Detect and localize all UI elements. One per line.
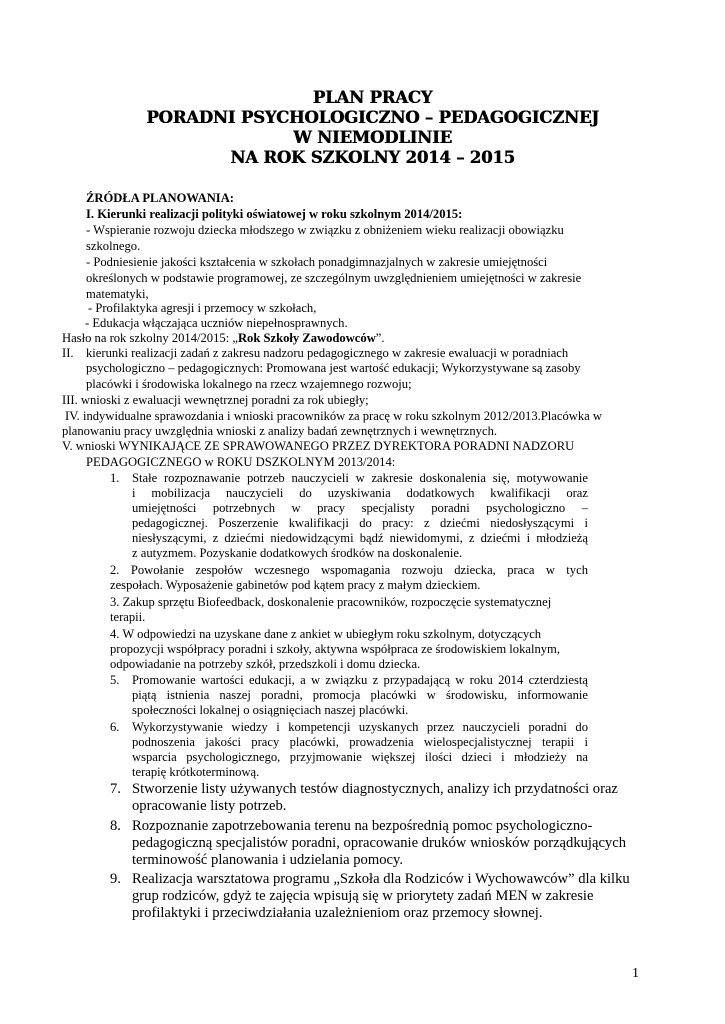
page-number: 1 [632, 966, 639, 981]
item-8-number: 8. [110, 818, 121, 834]
item-1-line-4: pedagogicznej. Poszerzenie kwalifikacji do pracy: z dziećmi niedosłyszącymi i [132, 516, 588, 530]
section-v-line-1: V. wnioski WYNIKAJĄCE ZE SPRAWOWANEGO PRZEZ DYREKTORA PORADNI NADZORU [62, 439, 575, 453]
section-iv-line-1: IV. indywidualne sprawozdania i wnioski pracowników za pracę w roku szkolnym 2012/2013.Placówka w [65, 409, 602, 423]
item-5-line-3: społeczności lokalnej o osiągnięciach naszej placówki. [132, 703, 409, 717]
item-8-line-2: pedagogiczną specjalistów poradni, opracowanie druków wniosków porządkujących [132, 835, 626, 851]
item-4-line-2: propozycji współpracy poradni i szkoły, aktywna współpraca ze środowiskiem lokalnym, [110, 642, 560, 656]
item-5-number: 5. [110, 673, 120, 687]
bullet-1-line-2: szkolnego. [86, 239, 141, 253]
item-9-number: 9. [110, 871, 121, 887]
section-iv-line-2: planowaniu pracy uwzględnia wnioski z analizy badań zewnętrznych i wewnętrznych. [62, 424, 498, 438]
title-line-3: W NIEMODLINIE [293, 128, 452, 147]
item-7-line-2: opracowanie listy potrzeb. [132, 798, 287, 814]
bullet-2-line-3: matematyki, [86, 287, 149, 301]
item-1-line-6: z autyzmem. Pozyskanie dodatkowych środków na doskonalenie. [132, 546, 463, 560]
section-v-line-2: PEDAGOGICZNEGO w ROKU DSZKOLNYM 2013/2014: [86, 455, 396, 469]
item-7-number: 7. [110, 781, 121, 797]
item-3-line-1: 3. Zakup sprzętu Biofeedback, doskonalenie pracowników, rozpoczęcie systematycznej [110, 595, 552, 609]
item-2-line-1: 2. Powołanie zespołów wczesnego wspomagania rozwoju dziecka, praca w tych [110, 563, 588, 577]
item-9-line-1: Realizacja warsztatowa programu „Szkoła dla Rodziców i Wychowawców” dla kilku [132, 871, 630, 887]
motto-suffix: ”. [375, 331, 385, 345]
motto-prefix: Hasło na rok szkolny 2014/2015: „ [62, 331, 238, 345]
title-line-4: NA ROK SZKOLNY 2014 – 2015 [230, 148, 515, 167]
bullet-1-line-1: - Wspieranie rozwoju dziecka młodszego w związku z obniżeniem wieku realizacji obowiązku [86, 223, 564, 237]
item-6-line-2: podnoszenia jakości pracy placówki, prowadzenia wielospecjalistycznej terapii i [132, 735, 588, 749]
document-title [60, 88, 685, 168]
section-ii-line-1: kierunki realizacji zadań z zakresu nadzoru pedagogicznego w zakresie ewaluacji w poradniach [86, 346, 569, 360]
bullet-2-line-1: - Podniesienie jakości kształcenia w szkołach ponadgimnazjalnych w zakresie umiejętności [86, 255, 548, 269]
item-3-line-2: terapii. [110, 610, 146, 624]
item-1-line-1: Stałe rozpoznawanie potrzeb nauczycieli w zakresie doskonalenia się, motywowanie [132, 471, 588, 485]
motto-bold: Rok Szkoły Zawodowców [237, 331, 376, 345]
item-5-line-1: Promowanie wartości edukacji, a w związku z przypadającą w roku 2014 czterdziestą [132, 673, 588, 687]
item-1-line-2: i mobilizacja nauczycieli do uzyskiwania dodatkowych kwalifikacji oraz [132, 486, 588, 500]
bullet-4: - Edukacja włączająca uczniów niepełnosprawnych. [85, 316, 348, 330]
motto [62, 331, 385, 346]
item-7-line-1: Stworzenie listy używanych testów diagnostycznych, analizy ich przydatności oraz [132, 781, 618, 797]
item-4-line-3: odpowiadanie na potrzeby szkół, przedszkoli i domu dziecka. [110, 657, 421, 671]
section-ii-line-3: placówki i środowiska lokalnego na rzecz wzajemnego rozwoju; [86, 377, 412, 391]
item-9-line-3: profilaktyki i przeciwdziałania uzależnieniom oraz przemocy słownej. [132, 905, 543, 921]
title-line-2: PORADNI PSYCHOLOGICZNO – PEDAGOGICZNEJ [146, 108, 599, 127]
item-6-line-3: wsparcia psychologicznego, przyjmowanie większej ilości dzieci i młodzieży na [132, 750, 588, 764]
item-8-line-1: Rozpoznanie zapotrzebowania terenu na bezpośrednią pomoc psychologiczno- [132, 818, 593, 834]
section-ii-number: II. [62, 346, 74, 360]
title-line-1: PLAN PRACY [312, 88, 433, 107]
item-9-line-2: grup rodziców, gdyż te zajęcia wpisują się w priorytety zadań MEN w zakresie [132, 888, 594, 904]
sources-heading: ŹRÓDŁA PLANOWANIA: [86, 191, 234, 205]
item-2-line-2: zespołach. Wyposażenie gabinetów pod kątem pracy z małym dzieckiem. [110, 578, 481, 592]
bullet-2-line-2: określonych w podstawie programowej, ze szczególnym uwzględnieniem umiejętności w zakresie [86, 271, 582, 285]
item-1-line-3: umiejętności potrzebnych w pracy specjalisty poradni psychologiczno – [132, 501, 588, 515]
item-4-line-1: 4. W odpowiedzi na uzyskane dane z ankiet w ubiegłym roku szkolnym, dotyczących [110, 627, 542, 641]
bullet-3: - Profilaktyka agresji i przemocy w szkołach, [88, 301, 317, 315]
item-6-line-1: Wykorzystywanie wiedzy i kompetencji uzyskanych przez nauczycieli poradni do [132, 720, 588, 734]
item-1-line-5: niesłyszącymi, z dziećmi niedowidzącymi bądź niewidomymi, z dziećmi i młodzieżą [132, 531, 588, 545]
item-6-number: 6. [110, 720, 120, 734]
section-i-heading: I. Kierunki realizacji polityki oświatowej w roku szkolnym 2014/2015: [86, 207, 463, 221]
item-1-number: 1. [110, 471, 120, 485]
item-6-line-4: terapię krótkoterminową. [132, 765, 260, 779]
section-ii-line-2: psychologiczno – pedagogicznych: Promowana jest wartość edukacji; Wykorzystywane są zasoby [86, 361, 581, 375]
item-5-line-2: piątą istnienia naszej poradni, promocja placówki w środowisku, informowanie [132, 688, 588, 702]
item-8-line-3: terminowość planowania i udzielania pomocy. [132, 852, 403, 868]
section-iii: III. wnioski z ewaluacji wewnętrznej poradni za rok ubiegły; [62, 393, 369, 407]
